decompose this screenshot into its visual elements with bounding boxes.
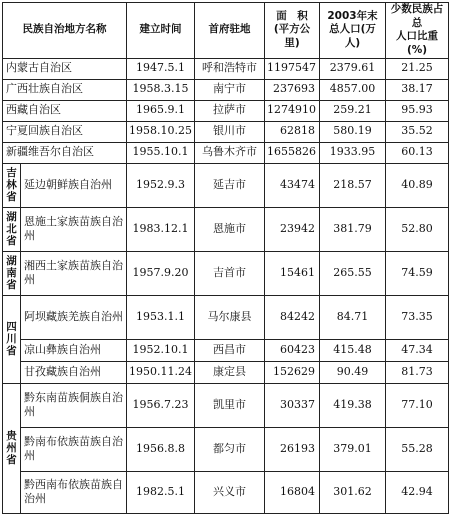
header-population: 2003年末 总人口(万人) — [320, 3, 386, 59]
area: 43474 — [265, 163, 320, 207]
region-name: 广西壮族自治区 — [3, 79, 127, 100]
header-row — [3, 3, 449, 59]
region-name: 黔南布依族苗族自治州 — [21, 427, 127, 471]
population: 265.55 — [320, 251, 386, 295]
capital: 南宁市 — [195, 79, 265, 100]
area: 237693 — [265, 79, 320, 100]
population: 84.71 — [320, 295, 386, 339]
header-capital: 首府驻地 — [195, 3, 265, 59]
minority-ratio: 55.28 — [386, 427, 449, 471]
header-date: 建立时间 — [127, 3, 195, 59]
minority-ratio: 77.10 — [386, 383, 449, 427]
founding-date: 1952.10.1 — [127, 339, 195, 361]
area: 84242 — [265, 295, 320, 339]
region-name: 延边朝鲜族自治州 — [21, 163, 127, 207]
table-row — [3, 295, 449, 339]
population: 301.62 — [320, 471, 386, 513]
minority-ratio: 60.13 — [386, 142, 449, 163]
region-name: 阿坝藏族羌族自治州 — [21, 295, 127, 339]
province-label: 贵州省 — [3, 383, 21, 513]
population: 1933.95 — [320, 142, 386, 163]
founding-date: 1955.10.1 — [127, 142, 195, 163]
region-name: 新疆维吾尔自治区 — [3, 142, 127, 163]
province-label: 湖北省 — [3, 207, 21, 251]
autonomous-regions-table — [2, 2, 449, 514]
table-row — [3, 427, 449, 471]
founding-date: 1952.9.3 — [127, 163, 195, 207]
table-row — [3, 142, 449, 163]
founding-date: 1958.3.15 — [127, 79, 195, 100]
founding-date: 1953.1.1 — [127, 295, 195, 339]
table-row — [3, 383, 449, 427]
minority-ratio: 35.52 — [386, 121, 449, 142]
area: 15461 — [265, 251, 320, 295]
province-label: 湖南省 — [3, 251, 21, 295]
population: 415.48 — [320, 339, 386, 361]
region-name: 湘西土家族苗族自治州 — [21, 251, 127, 295]
region-name: 甘孜藏族自治州 — [21, 361, 127, 383]
header-area: 面 积 (平方公里) — [265, 3, 320, 59]
province-label: 四川省 — [3, 295, 21, 383]
minority-ratio: 81.73 — [386, 361, 449, 383]
capital: 拉萨市 — [195, 100, 265, 121]
table-row — [3, 163, 449, 207]
founding-date: 1982.5.1 — [127, 471, 195, 513]
minority-ratio: 47.34 — [386, 339, 449, 361]
minority-ratio: 40.89 — [386, 163, 449, 207]
population: 381.79 — [320, 207, 386, 251]
area: 30337 — [265, 383, 320, 427]
capital: 兴义市 — [195, 471, 265, 513]
population: 90.49 — [320, 361, 386, 383]
population: 2379.61 — [320, 58, 386, 79]
capital: 延吉市 — [195, 163, 265, 207]
table-row — [3, 79, 449, 100]
minority-ratio: 52.80 — [386, 207, 449, 251]
founding-date: 1957.9.20 — [127, 251, 195, 295]
founding-date: 1965.9.1 — [127, 100, 195, 121]
minority-ratio: 42.94 — [386, 471, 449, 513]
population: 580.19 — [320, 121, 386, 142]
founding-date: 1950.11.24 — [127, 361, 195, 383]
population: 259.21 — [320, 100, 386, 121]
area: 23942 — [265, 207, 320, 251]
minority-ratio: 73.35 — [386, 295, 449, 339]
header-name: 民族自治地方名称 — [3, 3, 127, 59]
region-name: 内蒙古自治区 — [3, 58, 127, 79]
area: 26193 — [265, 427, 320, 471]
capital: 乌鲁木齐市 — [195, 142, 265, 163]
population: 379.01 — [320, 427, 386, 471]
capital: 恩施市 — [195, 207, 265, 251]
region-name: 恩施土家族苗族自治州 — [21, 207, 127, 251]
table-row — [3, 361, 449, 383]
area: 62818 — [265, 121, 320, 142]
region-name: 黔西南布依族苗族自治州 — [21, 471, 127, 513]
area: 16804 — [265, 471, 320, 513]
region-name: 凉山彝族自治州 — [21, 339, 127, 361]
founding-date: 1956.7.23 — [127, 383, 195, 427]
area: 60423 — [265, 339, 320, 361]
capital: 吉首市 — [195, 251, 265, 295]
region-name: 黔东南苗族侗族自治州 — [21, 383, 127, 427]
capital: 银川市 — [195, 121, 265, 142]
minority-ratio: 21.25 — [386, 58, 449, 79]
table-row — [3, 207, 449, 251]
capital: 康定县 — [195, 361, 265, 383]
region-name: 宁夏回族自治区 — [3, 121, 127, 142]
area: 1197547 — [265, 58, 320, 79]
founding-date: 1983.12.1 — [127, 207, 195, 251]
province-label: 吉林省 — [3, 163, 21, 207]
population: 4857.00 — [320, 79, 386, 100]
founding-date: 1956.8.8 — [127, 427, 195, 471]
founding-date: 1958.10.25 — [127, 121, 195, 142]
area: 1655826 — [265, 142, 320, 163]
area: 1274910 — [265, 100, 320, 121]
capital: 凯里市 — [195, 383, 265, 427]
area: 152629 — [265, 361, 320, 383]
minority-ratio: 95.93 — [386, 100, 449, 121]
minority-ratio: 74.59 — [386, 251, 449, 295]
table-row — [3, 471, 449, 513]
capital: 马尔康县 — [195, 295, 265, 339]
table-row — [3, 121, 449, 142]
population: 419.38 — [320, 383, 386, 427]
table-row — [3, 100, 449, 121]
population: 218.57 — [320, 163, 386, 207]
capital: 西昌市 — [195, 339, 265, 361]
header-minority-ratio: 少数民族占总 人口比重(%) — [386, 3, 449, 59]
founding-date: 1947.5.1 — [127, 58, 195, 79]
minority-ratio: 38.17 — [386, 79, 449, 100]
table-row — [3, 58, 449, 79]
capital: 都匀市 — [195, 427, 265, 471]
table-row — [3, 251, 449, 295]
region-name: 西藏自治区 — [3, 100, 127, 121]
table-row — [3, 339, 449, 361]
capital: 呼和浩特市 — [195, 58, 265, 79]
